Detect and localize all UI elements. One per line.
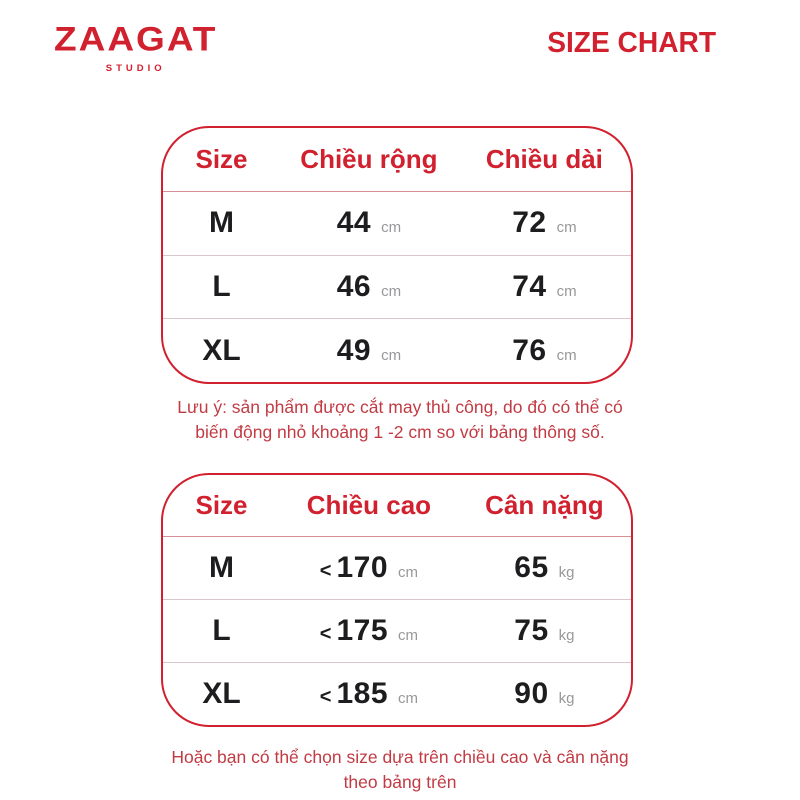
column-header-width: Chiều rộng <box>300 144 438 174</box>
value-number: 65 <box>514 551 549 584</box>
brand-logo-text: ZAAGAT <box>54 20 218 58</box>
less-than-prefix: < <box>319 623 332 645</box>
value-unit: cm <box>556 346 577 364</box>
value-number: 170 <box>336 551 389 584</box>
column-header-size: Size <box>195 144 248 174</box>
less-than-prefix: < <box>319 686 332 708</box>
value-number: 44 <box>336 206 372 240</box>
value-number: 49 <box>336 333 372 367</box>
garment-table-note <box>0 395 800 445</box>
table-row-l <box>163 599 631 662</box>
table-header-row <box>163 128 631 192</box>
value-unit: cm <box>556 219 577 237</box>
height-value-cell <box>280 614 458 648</box>
value-unit: cm <box>398 690 419 707</box>
size-cell: L <box>212 614 231 647</box>
size-cell: L <box>212 270 231 303</box>
column-header-weight: Cân nặng <box>485 490 604 520</box>
page-title: SIZE CHART <box>547 27 716 59</box>
value-number: 185 <box>336 677 389 710</box>
column-header-length: Chiều dài <box>485 144 603 174</box>
value-unit: kg <box>558 627 575 644</box>
size-cell: XL <box>202 333 241 367</box>
weight-value-cell <box>458 551 631 585</box>
value-unit: kg <box>558 690 575 707</box>
value-unit: cm <box>381 283 402 300</box>
value-number: 75 <box>514 614 549 647</box>
less-than-prefix: < <box>319 560 332 582</box>
value-unit: cm <box>381 346 402 364</box>
garment-size-table <box>161 126 633 384</box>
size-cell: M <box>209 551 234 584</box>
note-line: biến động nhỏ khoảng 1 -2 cm so với bảng thông số. <box>195 422 605 442</box>
note-line: Hoặc bạn có thể chọn size dựa trên chiều cao và cân nặng <box>171 747 629 767</box>
length-value-cell <box>458 270 631 304</box>
height-value-cell <box>280 677 458 711</box>
column-header-size: Size <box>195 490 248 520</box>
weight-value-cell <box>458 614 631 648</box>
brand-logo-subtext: STUDIO <box>105 63 166 74</box>
column-header-height: Chiều cao <box>306 490 432 520</box>
body-size-table <box>161 473 633 727</box>
body-table-note <box>0 745 800 795</box>
value-number: 175 <box>336 614 389 647</box>
width-value-cell <box>280 334 458 368</box>
brand-logo <box>54 22 217 74</box>
size-cell: XL <box>202 677 241 710</box>
value-unit: cm <box>398 627 419 644</box>
length-value-cell <box>458 334 631 368</box>
table-row-m <box>163 192 631 255</box>
table-row-xl <box>163 662 631 725</box>
width-value-cell <box>280 270 458 304</box>
size-cell: M <box>209 206 234 240</box>
value-number: 46 <box>336 270 372 303</box>
table-row-m <box>163 537 631 599</box>
note-line: Lưu ý: sản phẩm được cắt may thủ công, do đó có thể có <box>177 397 623 417</box>
value-unit: kg <box>558 564 575 581</box>
weight-value-cell <box>458 677 631 711</box>
note-line: theo bảng trên <box>343 772 457 792</box>
value-number: 76 <box>512 333 547 367</box>
value-unit: cm <box>556 283 577 300</box>
value-number: 74 <box>512 270 547 303</box>
value-number: 90 <box>514 677 549 710</box>
value-number: 72 <box>512 206 547 240</box>
table-row-xl <box>163 318 631 382</box>
height-value-cell <box>280 551 458 585</box>
table-row-l <box>163 255 631 319</box>
value-unit: cm <box>381 219 402 237</box>
value-unit: cm <box>398 564 419 581</box>
table-header-row <box>163 475 631 537</box>
length-value-cell <box>458 206 631 240</box>
width-value-cell <box>280 206 458 240</box>
